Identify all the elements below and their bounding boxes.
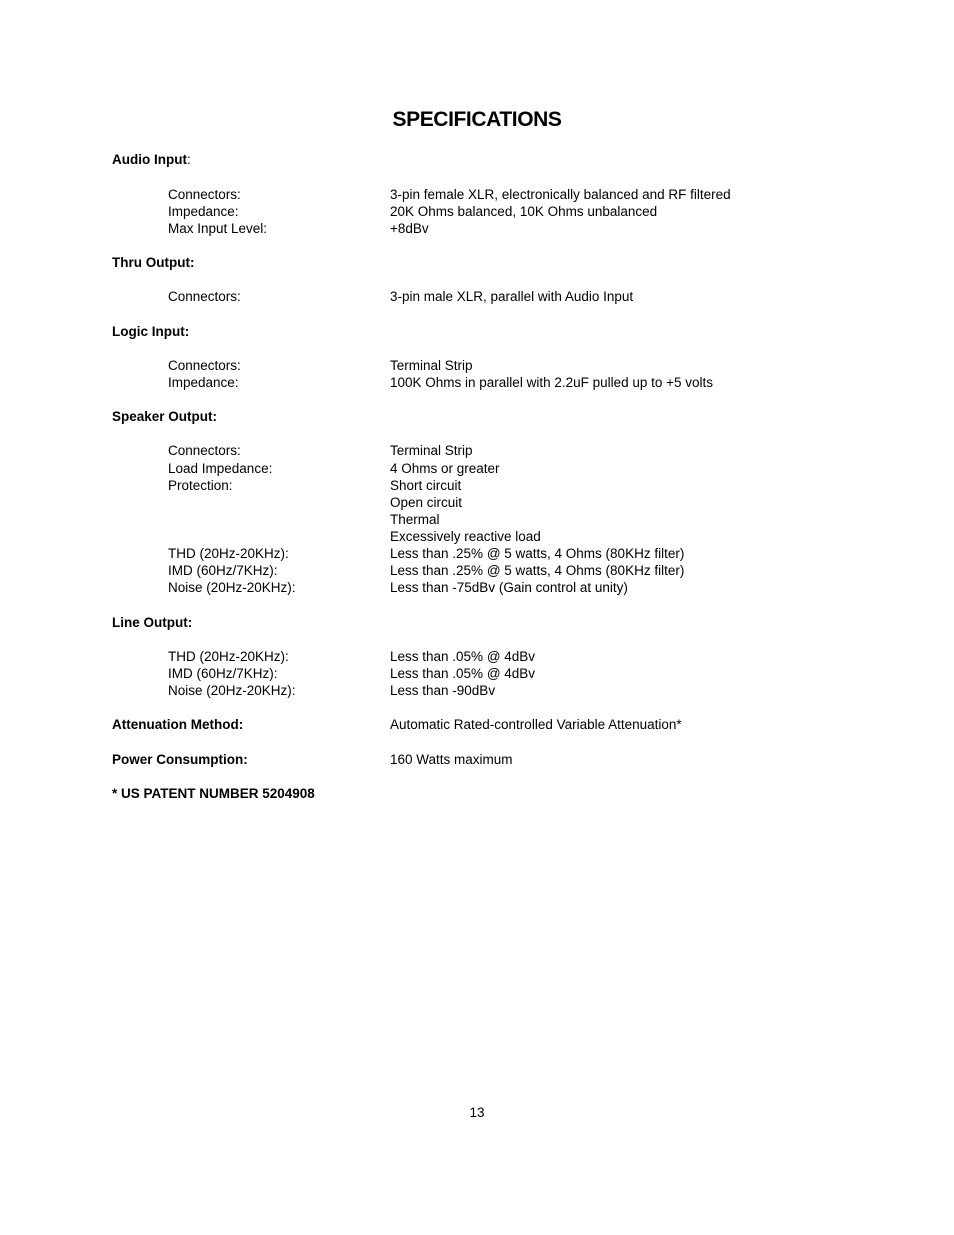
speaker-output-connectors-label: Connectors:	[168, 443, 241, 458]
audio-input-connectors-label: Connectors:	[168, 187, 241, 202]
audio-input-heading-text: Audio Input	[112, 152, 187, 167]
line-output-noise-label: Noise (20Hz-20KHz):	[168, 683, 296, 698]
logic-input-connectors-value: Terminal Strip	[390, 358, 473, 373]
speaker-output-imd-value: Less than .25% @ 5 watts, 4 Ohms (80KHz filter)	[390, 563, 685, 578]
audio-input-connectors-value: 3-pin female XLR, electronically balanced and RF filtered	[390, 187, 731, 202]
thru-output-connectors-label: Connectors:	[168, 289, 241, 304]
audio-input-impedance-value: 20K Ohms balanced, 10K Ohms unbalanced	[390, 204, 658, 219]
section-heading-attenuation-method: Attenuation Method:	[112, 717, 244, 732]
line-output-noise-value: Less than -90dBv	[390, 683, 496, 698]
attenuation-method-value: Automatic Rated-controlled Variable Attenuation*	[390, 717, 682, 732]
line-output-thd-value: Less than .05% @ 4dBv	[390, 649, 536, 664]
speaker-output-protection-value-3: Thermal	[390, 512, 440, 527]
power-consumption-value: 160 Watts maximum	[390, 752, 513, 767]
section-heading-thru-output: Thru Output:	[112, 255, 195, 270]
line-output-imd-label: IMD (60Hz/7KHz):	[168, 666, 278, 681]
line-output-thd-label: THD (20Hz-20KHz):	[168, 649, 289, 664]
speaker-output-protection-value-1: Short circuit	[390, 478, 462, 493]
section-heading-line-output: Line Output:	[112, 615, 193, 630]
speaker-output-protection-value-4: Excessively reactive load	[390, 529, 541, 544]
speaker-output-load-impedance-value: 4 Ohms or greater	[390, 461, 500, 476]
section-heading-audio-input	[112, 151, 191, 168]
speaker-output-noise-value: Less than -75dBv (Gain control at unity)	[390, 580, 628, 595]
section-heading-logic-input: Logic Input:	[112, 324, 190, 339]
line-output-imd-value: Less than .05% @ 4dBv	[390, 666, 536, 681]
logic-input-impedance-value: 100K Ohms in parallel with 2.2uF pulled up to +5 volts	[390, 375, 714, 390]
speaker-output-protection-label: Protection:	[168, 478, 233, 493]
page-number: 13	[469, 1105, 485, 1120]
speaker-output-thd-value: Less than .25% @ 5 watts, 4 Ohms (80KHz filter)	[390, 546, 685, 561]
speaker-output-load-impedance-label: Load Impedance:	[168, 461, 273, 476]
patent-footnote: * US PATENT NUMBER 5204908	[112, 786, 315, 801]
audio-input-max-level-value: +8dBv	[390, 221, 429, 236]
page-title: SPECIFICATIONS	[392, 108, 562, 131]
speaker-output-thd-label: THD (20Hz-20KHz):	[168, 546, 289, 561]
speaker-output-connectors-value: Terminal Strip	[390, 443, 473, 458]
logic-input-impedance-label: Impedance:	[168, 375, 239, 390]
thru-output-connectors-value: 3-pin male XLR, parallel with Audio Input	[390, 289, 634, 304]
logic-input-connectors-label: Connectors:	[168, 358, 241, 373]
speaker-output-protection-value-2: Open circuit	[390, 495, 463, 510]
speaker-output-imd-label: IMD (60Hz/7KHz):	[168, 563, 278, 578]
section-heading-speaker-output: Speaker Output:	[112, 409, 218, 424]
section-heading-power-consumption: Power Consumption:	[112, 752, 248, 767]
audio-input-max-level-label: Max Input Level:	[168, 221, 268, 236]
audio-input-heading-colon: :	[186, 152, 191, 167]
speaker-output-noise-label: Noise (20Hz-20KHz):	[168, 580, 296, 595]
audio-input-impedance-label: Impedance:	[168, 204, 239, 219]
